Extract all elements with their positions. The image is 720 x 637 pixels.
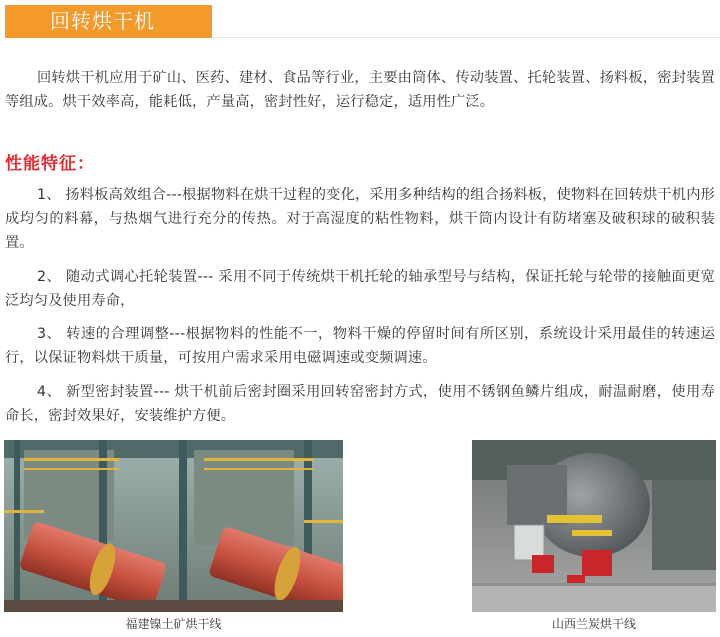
dryer-head-illustration	[472, 440, 716, 612]
feature-item-3: 3、 转速的合理调整---根据物料的性能不一，物料干燥的停留时间有所区别，系统设计采用最佳的转速运行，以保证物料烘干质量，可按用户需求采用电磁调速或变频调速。	[5, 326, 715, 366]
intro-paragraph: 回转烘干机应用于矿山、医药、建材、食品等行业，主要由筒体、传动装置、托轮装置、扬料板，密封装置等组成。烘干效率高，能耗低，产量高，密封性好，运行稳定，适用性广泛。	[5, 70, 715, 110]
feature-item-1: 1、 扬料板高效组合---根据物料在烘干过程的变化，采用多种结构的组合扬料板，使物料在回转烘干机内形成均匀的料幕，与热烟气进行充分的传热。对于高湿度的粘性物料，烘干筒内设计有防堵塞及破积球的破积装置。	[5, 187, 715, 251]
section-title-bar	[5, 5, 212, 38]
photo-caption-1: 福建镍土矿烘干线	[125, 617, 222, 631]
feature-item-4: 4、 新型密封装置--- 烘干机前后密封圈采用回转窑密封方式，使用不锈钢鱼鳞片组成，耐温耐磨，使用寿命长，密封效果好，安装维护方便。	[5, 384, 715, 424]
features-heading: 性能特征：	[5, 154, 95, 174]
header-divider	[212, 37, 720, 38]
page-title: 回转烘干机	[50, 9, 155, 33]
photo-shanxi-dryer-line	[472, 440, 716, 612]
photo-caption-2: 山西兰炭烘干线	[551, 617, 636, 631]
photo-fujian-dryer-line	[4, 440, 343, 612]
feature-item-2: 2、 随动式调心托轮装置--- 采用不同于传统烘干机托轮的轴承型号与结构，保证托轮与轮带的接触面更宽泛均匀及使用寿命，	[5, 269, 715, 309]
dryer-line-illustration	[4, 440, 343, 612]
